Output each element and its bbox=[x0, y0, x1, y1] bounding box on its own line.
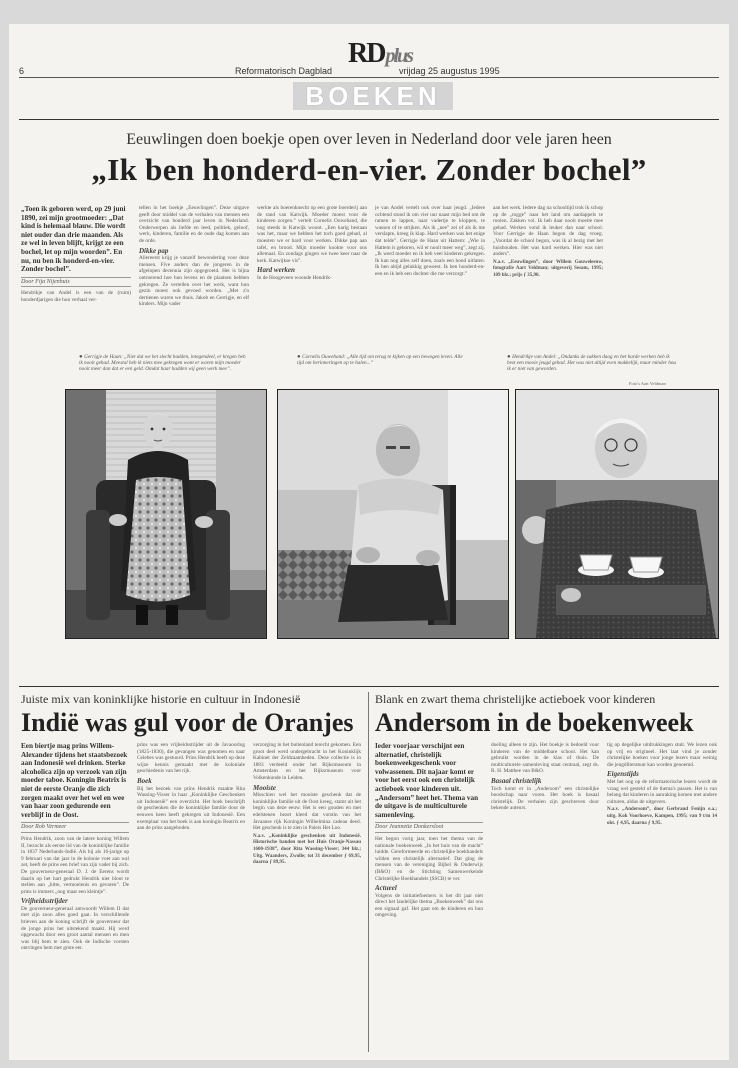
left-headline: Indië was gul voor de Oranjes bbox=[21, 708, 354, 737]
main-column-3: werkte als boerenknecht op een grote boerderij aan de rand van Katwijk. Moeder moest voor de kinderen zorgen.” vertelt Cornelis Ouwehand, die nog steeds in Katwijk woont. „Een karig bestaan was het, maar we hebben het toch goed gehad, al moesten we er hard voor werken. Dikke pap aan tafel, en brood. Mijn moeder kookte voor ons allemaal. En zondags gingen we twee keer naar de kerk. Katwijkse vis”. Hard werken In de Hoogeveen woonde Hendrik- bbox=[257, 205, 367, 281]
right-byline: Door Jeannette Donkersloot bbox=[375, 822, 483, 833]
left-book-info: N.a.v. „Koninklijke geschenken uit Indonesië. Historische banden met het Huis Oranje-Nassau 1600-1938”, door Rita Wassing-Visser; 344 blz.; Uitg. Waanders, Zwolle; tot 31 december ƒ 69,95, daarna ƒ 89,95. bbox=[253, 833, 361, 866]
main-column-5: aan het werk. Iedere dag na schooltijd trok ik schop op de „rogge” naar het land om aardappels te rooien. Zakken vol. Ik heb daar nooit moeite mee gehad. Werken vond ik leuker dan naar school. Voor Gerrigje de Haan begon de dag vroeg. „Voordat de school begon, was ik al bezig met het huishouden. Het was hard werken. Hier was niet anders”. N.a.v. „Eeuwlingen”, door Willem Gouweleeuw, fotografie Aart Veldman; uitgeverij Sesam, 1995; 109 blz.; prijs ƒ 35,90. bbox=[493, 205, 603, 278]
paper-name: Reformatorisch Dagblad bbox=[235, 66, 333, 76]
photo-credit: Foto's Aart Veldman bbox=[629, 381, 666, 386]
main-lead: „Toen ik geboren werd, op 29 juni 1890, zei mijn grootmoeder: „Dat kind is helemaal blauw. Die wordt niet ouder dan drie maanden. Als ze wel in leven blijft, krijgt ze een bochel, let op mijn woorden”. En nu, nu ben ik honderd-en-vier. Zonder bochel”. bbox=[21, 205, 126, 274]
right-kicker: Blank en zwart thema christelijke actieboek voor kinderen bbox=[375, 692, 656, 706]
main-kicker: Eeuwlingen doen boekje open over leven in Nederland door vele jaren heen bbox=[126, 131, 612, 148]
issue-date: vrijdag 25 augustus 1995 bbox=[399, 66, 500, 76]
photo-gerrigje-de-haan bbox=[65, 389, 267, 639]
page-number: 6 bbox=[19, 66, 25, 76]
main-column-4: je van Andel vertelt ook over haar jeugd. „Iedere ochtend stond ik om vier uur naast mijn bed om de ramen te lappen, naar vadertje te kloppen, te wassen of te strijken. Als ik „nee” zei of als ik me verslapte, kreeg ik klap. Hard werken was het enige dat telde”. Gerrigje de Haan uit Hattem: „Wie in Hattem is geboren, wil er nooit meer weg”, zegt zij. „Ik werd moeder en ik heb veel kinderen gekregen. Ik kan nog alles zelf doen, zoals een hond uitlaten. Ik ben altijd gelukkig geweest. Ik ben honderd-en-een en ik heb een dochter die me verzorgt.” bbox=[375, 205, 485, 277]
right-column-1: Ieder voorjaar verschijnt een alternatief, christelijk boekenweekgeschenk voor volwassenen. Dit najaar komt er voor het eerst ook een christelijk actieboek voor kinderen uit. „Andersom” heet het. Thema van de uitgave is de multiculturele samenleving. Door Jeannette Donkersloot Het begon vorig jaar, toen het thema van de nationale boekenweek „In het huis van de macht” luidde. Gereformeerde en christelijke boekhandels wilden een christelijk alternatief. Dat ging de mensen van de vereniging Bijbel & Onderwijs (B&O) en de Stichting Samenwerkende Christelijke Boekhandels (SSCB) te ver. Actueel Volgens de initiatiefnemers is het dit jaar niet direct het landelijke thema „Boekenweek” dat ons een signaal gaf. Het gaat om de kinderen en hun omgeving. bbox=[375, 742, 483, 919]
caption-2: ● Cornelis Ouwehand: „Alle tijd om terug te kijken op een bewogen leven. Alle tijd om herinneringen op te halen...” bbox=[297, 354, 463, 367]
right-headline: Andersom in de boekenweek bbox=[375, 708, 694, 737]
main-byline: Door Fija Nijenhuis bbox=[21, 277, 131, 288]
left-column-2: prins was een vrijheidsstrijder uit de Javaoorlog (1825-1830), die gevangen was genomen en naar Celebes was gestuurd. Prins Hendrik heeft op deze wijze kennis gemaakt met de koloniale geschiedenis van het rijk. Boek Bij het bezoek van prins Hendrik maakte Rita Wassing-Visser in haar „Koninklijke Geschenken uit Indonesië” een overzicht. Het boek beschrijft de geschenken die de koninklijke familie door de eeuwen heen heeft gekregen uit Indonesië. Een exemplaar van het boek is aan koningin Beatrix en aan de prins aangeboden. bbox=[137, 742, 245, 832]
newspaper-page bbox=[9, 24, 729, 1060]
main-column-2: tellen in het boekje „Eeuwlingen”. Deze uitgave geeft door middel van de verhalen van mensen een overzicht van honderd jaar leven in Nederland. Onderwerpen als liefde en leed, politiek, geloof, werk, kinderen, familie en de oude dag komen aan de orde. Dikke pap Allereerst krijg je vanzelf bewondering voor deze mensen. Five anders dan de jongeren in de afgelopen decennia zijn opgegroeid. Het is bijna ontroerend hoe hun levens en de plaatsen hebben gekregen. Ze vertellen over het werk, want hun gezin moest ook gevoed worden. „Met z'n dertienen waren we thuis. Jakob en Gerrigje, en elf kinders. Mijn vader bbox=[139, 205, 249, 308]
right-column-2: doeling alleen te zijn. Het boekje is bedoeld voor kinderen van de middelbare school. Het kan gebruikt worden in de klas of thuis. De multiculturele samenleving staat centraal, zegt ds. R. H. Matthee van B&O. Basaal christelijk Toch komt er in „Andersom” een christelijke boodschap naar voren. Het boek is basaal christelijk. De verhalen zijn geschreven door bekende auteurs. bbox=[491, 742, 599, 812]
right-column-3: tig op degelijke uitdrukkingen stuit. We lezen ook op vrij en origineel. Het laat vind je zonder christelijke boeken voor jonge lezers maar weinig die jeugdliteratuur kan worden genoemd. Eigenstijds Met het oog op de reformatorische lezers wordt de vraag wel gesteld of de thema's passen. Het is van belang dat kinderen in aanraking komen met andere culturen, aldus de uitgevers. N.a.v. „Andersom”, door Gerbrand Fenijn e.a.; uitg. Kok Voorhoeve, Kampen, 1995; van 9 t/m 14 okt. ƒ 4,95, daarna ƒ 9,95. bbox=[607, 742, 717, 826]
left-lead: Een biertje mag prins Willem-Alexander tijdens het staatsbezoek aan Indonesië wel drinken. Sterke alcoholica zijn op verzoek van zijn moeder taboe. Koningin Beatrix is niet de eerste Oranje die zich zorgen maakt over het wel en wee van haar zoon gedurende een verblijf in de Oost. bbox=[21, 742, 128, 819]
column-divider bbox=[368, 692, 369, 1052]
caption-1: ● Gerrigje de Haan: „Niet dat we het slecht hadden, integendeel, er kregen heb ik nooit gehad. Meestal heb ik niets mee gekregen want er waren mijn moeder nooit meer dan dat er een geld. Omdat haar hadden wij geen werk mee”. bbox=[79, 354, 246, 373]
caption-3: ● Hendrikje van Andel: „Ondanks de zakken daag en het harde werken heb ik best een mooie jeugd gehad. Het was niet altijd even makkelijk, maar minder hou ik er niet van geworden. bbox=[507, 354, 676, 373]
page-header-line bbox=[19, 65, 719, 78]
photo-hendrikje-van-andel bbox=[515, 389, 719, 639]
main-book-info: N.a.v. „Eeuwlingen”, door Willem Gouweleeuw, fotografie Aart Veldman; uitgeverij Sesam, 1995; 109 blz.; prijs ƒ 35,90. bbox=[493, 259, 603, 278]
right-lead: Ieder voorjaar verschijnt een alternatief, christelijk boekenweekgeschenk voor volwassenen. Dit najaar komt er voor het eerst ook een christelijk actieboek voor kinderen uit. „Andersom” heet het. Thema van de uitgave is de multiculturele samenleving. bbox=[375, 742, 479, 819]
left-kicker: Juiste mix van koninklijke historie en cultuur in Indonesië bbox=[21, 692, 301, 706]
right-book-info: N.a.v. „Andersom”, door Gerbrand Fenijn e.a.; uitg. Kok Voorhoeve, Kampen, 1995; van 9 t/m 14 okt. ƒ 4,95, daarna ƒ 9,95. bbox=[607, 807, 717, 826]
left-column-1: Een biertje mag prins Willem-Alexander tijdens het staatsbezoek aan Indonesië wel drinken. Sterke alcoholica zijn op verzoek van zijn moeder taboe. Koningin Beatrix is niet de eerste Oranje die zich zorgen maakt over het wel en wee van haar zoon gedurende een verblijf in de Oost. Door Rob Vermeer Prins Hendrik, zoon van de latere koning Willem II, bezocht als eerste lid van de koninklijke familie in 1837 Nederlands-Indië. Als hij als 16-jarige op 9 februari van dat jaar in de kolonie voet aan wal zet, heeft de prins een brief van zijn vader bij zich. De gouverneur-generaal D. J. de Eerens wordt daarin op het hart gedrukt Hendrik niet bloot te stellen aan „hitte, vermoeienis en gevaren”. De prins is immers „nog maar een kleintje”. Vrijheidsstrijder De gouverneur-generaal antwoordt Willem II dat met zijn zoon alles goed gaat. In verschillende brieven aan de koning schrijft de gouverneur dat de jonge prins het uitstekend maakt. Hij werd opgewacht door een groot aantal mensen en men was blij hem te zien. Ook de Indische vorsten ontvingen hem met grote eer. bbox=[21, 742, 129, 952]
divider bbox=[19, 119, 719, 120]
rd-plus-logo: RDplus bbox=[348, 38, 412, 69]
divider bbox=[19, 686, 719, 687]
photo-cornelis-ouwehand bbox=[277, 389, 509, 639]
left-column-3: verzorging in het buitenland terecht gekomen. Een groot deel werd ondergebracht in het Koninklijk Kabinet der Zeldzaamheden. Deze collectie is in 1883 verdeeld onder het Rijksmuseum in Amsterdam en het Rijksmuseum voor Volkenkunde in Leiden. Mooiste Misschien wel het mooiste geschenk dat de koninklijke familie uit de Oost kreeg, stamt uit het begin van deze eeuw. Het is een gouden en met edelstenen bezet kleed dat vorstin van het Javaanse rijk Koningin Wilhelmina cadeau deed. Het geschenk is te zien in Paleis Het Loo. N.a.v. „Koninklijke geschenken uit Indonesië. Historische banden met het Huis Oranje-Nassau 1600-1938”, door Rita Wassing-Visser; 344 blz.; Uitg. Waanders, Zwolle; tot 31 december ƒ 69,95, daarna ƒ 89,95. bbox=[253, 742, 361, 866]
left-byline: Door Rob Vermeer bbox=[21, 822, 129, 833]
section-title: BOEKEN bbox=[293, 82, 453, 110]
main-column-1: „Toen ik geboren werd, op 29 juni 1890, zei mijn grootmoeder: „Dat kind is helemaal blauw. Die wordt niet ouder dan drie maanden. Als ze wel in leven blijft, krijgt ze een bochel, let op mijn woorden”. En nu, nu ben ik honderd-en-vier. Zonder bochel”. Door Fija Nijenhuis Hendrikje van Andel is een van de (ruim) honderdjarigen die hun verhaal ver- bbox=[21, 205, 131, 303]
main-headline: „Ik ben honderd-en-vier. Zonder bochel” bbox=[91, 152, 647, 187]
